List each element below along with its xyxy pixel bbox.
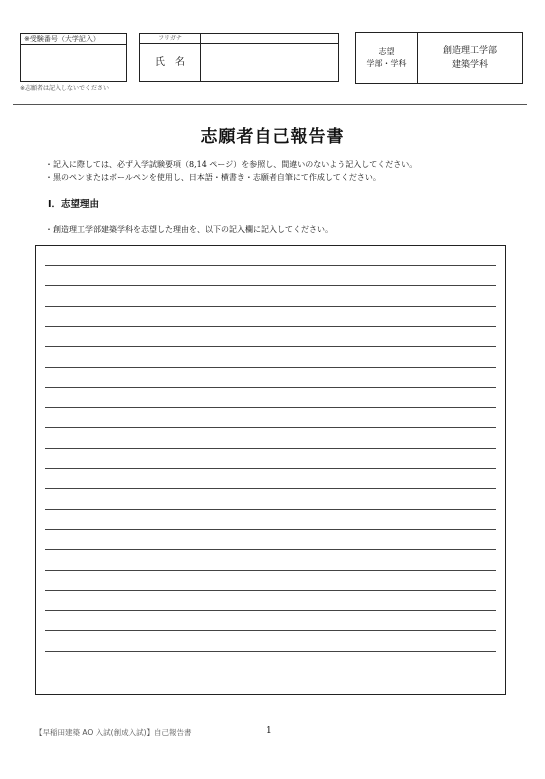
faculty-name: 創造理工学部 [442,46,497,56]
desired-label-cell [356,33,418,83]
exam-number-label-cell [21,34,126,45]
answer-line [45,427,496,428]
answer-line [45,529,496,530]
answer-line [45,610,496,611]
answer-line [45,488,496,489]
desired-faculty-box [355,32,523,84]
name-field[interactable] [201,44,338,81]
furigana-field[interactable] [201,34,338,44]
page-title: 志願者自己報告書 [200,127,345,147]
footer-doc-label: 【早稲田建築 AO 入試(創成入試)】自己報告書 [35,728,192,737]
name-box [139,33,339,82]
answer-line [45,630,496,631]
header-separator [13,104,527,105]
exam-number-box [20,33,127,82]
answer-line [45,387,496,388]
answer-line [45,326,496,327]
answer-line [45,407,496,408]
section-heading: Ⅰ．志望理由 [48,199,100,210]
exam-number-label: ※受験番号（大学記入） [24,35,100,43]
name-label: 氏 名 [140,44,201,81]
instruction-1: ・記入に際しては、必ず入学試験要項（8,14 ページ）を参照し、間違いのないよう記入してください。 [45,160,418,169]
answer-line [45,549,496,550]
department-name: 建築学科 [451,60,488,70]
desired-label-1: 志望 [378,47,395,56]
page-number: 1 [266,726,272,736]
applicant-note: ※志願者は記入しないでください [20,85,110,92]
answer-line [45,590,496,591]
answer-line [45,651,496,652]
answer-line [45,367,496,368]
answer-line [45,306,496,307]
answer-line [45,448,496,449]
answer-line [45,265,496,266]
answer-line [45,468,496,469]
answer-line [45,570,496,571]
furigana-label: フリガナ [140,34,201,44]
section-prompt: ・創造理工学部建築学科を志望した理由を、以下の記入欄に記入してください。 [45,225,333,234]
answer-line [45,346,496,347]
desired-label-2: 学部・学科 [366,59,407,68]
instruction-2: ・黒のペンまたはボールペンを使用し、日本語・横書き・志願者自筆にて作成してください。 [45,173,381,182]
desired-value-cell [418,33,522,94]
answer-box[interactable] [35,245,506,695]
answer-line [45,509,496,510]
exam-number-field[interactable] [21,45,126,81]
answer-line [45,285,496,286]
